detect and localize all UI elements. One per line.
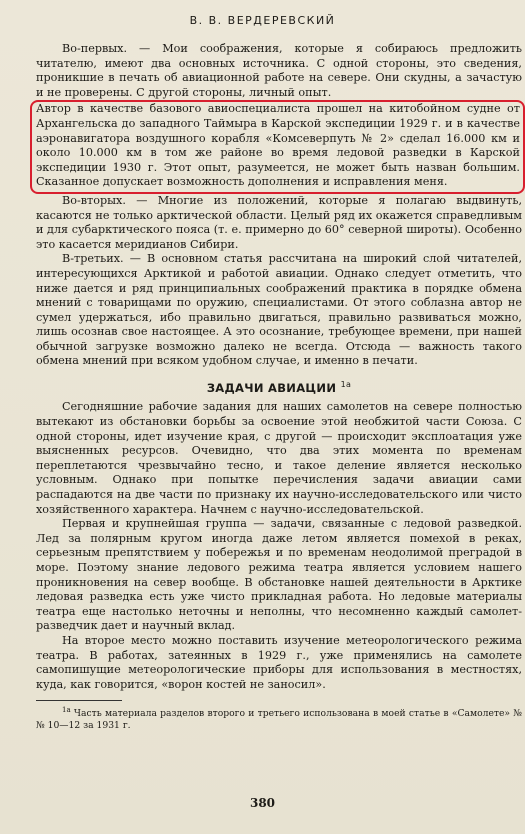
paragraph-1: Во-первых. — Мои соображения, которые я собираюсь предложить читателю, имеют два основных источника. С одной стороны, это сведения, проникшие в печать об авиационной работе на севере. Они скудны, а зачастую и не проверены. С другой стороны, личный опыт. [36,42,522,99]
section-footnote-ref: 1а [340,380,352,390]
page-number: 380 [249,796,276,810]
footnote-text: Часть материала разделов второго и третьего использована в моей статье в «Самолете» №№ 10—12 за 1931 г. [36,708,523,731]
paragraph-3: Во-вторых. — Многие из положений, которые я полагаю выдвинуть, касаются не только арктической области. Целый ряд их окажется справедливым и для субарктического пояса (т. е. примерно до 60° северной широты). Особенно это касается меридианов Сибири. [36,193,522,251]
footnote [36,705,522,731]
footnote-divider [36,700,122,701]
running-header: В. В. ВЕРДЕРЕВСКИЙ [189,14,336,27]
paragraph-7: На второе место можно поставить изучение метеорологического режима театра. В работах, затеянных в 1929 г., уже применялись на самолете самопишущие метеорологические приборы для использования в местностях, куда, как говорится, «ворон костей не заносил». [36,633,522,691]
section-heading [36,378,522,395]
section-title-text: ЗАДАЧИ АВИАЦИИ [206,380,337,395]
paragraph-4: В-третьих. — В основном статья рассчитана на широкий слой читателей, интересующихся Арктикой и работой авиации. Однако следует отметить, что ниже дается и ряд принципиальных соображений практика в порядке обмена мнений с товарищами по оружию, специалистами. От этого соблазна автор не сумел удержаться, ибо правильно двигаться, правильно развиваться можно, лишь осознав свое настоящее. А это осознание, требующее времени, при нашей обычной загрузке возможно далеко не всегда. Отсюда — важность такого обмена мнений при всяком удобном случае, и именно в печати. [36,252,522,368]
page-body [36,42,522,731]
paragraph-6: Первая и крупнейшая группа — задачи, связанные с ледовой разведкой. Лед за полярным кругом иногда даже летом является помехой в реках, серьезным препятствием у побережья и по временам неодолимой преградой в море. Поэтому знание ледового режима театра является условием нашего проникновения на север вообще. В обстановке нашей деятельности в Арктике ледовая разведка есть уже чисто прикладная работа. Но ледовые материалы театра еще настолько неточны и неполны, что несомненно каждый самолет-разведчик дает и научный вклад. [36,517,522,633]
footnote-ref: 1а [62,706,71,715]
highlighted-paragraph: Автор в качестве базового авиоспециалиста прошел на китобойном судне от Архангельска до западного Таймыра в Карской экспедиции 1929 г. и в качестве аэронавигатора воздушного корабля «Комсеверпуть № 2» сделал 16.000 км и около 10.000 км в том же районе во время ледовой разведки в Карской экспедиции 1930 г. Этот опыт, разумеется, не может быть назван большим. Сказанное допускает возможность дополнения и исправления меня. [30,100,525,194]
paragraph-5: Сегодняшние рабочие задания для наших самолетов на севере полностью вытекают из обстановки борьбы за освоение этой необжитой части Союза. С одной стороны, идет изучение края, с другой — происходит эксплоатация уже выясненных ресурсов. Очевидно, что два этих момента по временам переплетаются чрезвычайно тесно, и такое деление является несколько условным. Однако при попытке перечисления задачи авиации сами распадаются на две части по признаку их научно-исследовательского или чисто хозяйственного характера. Начнем с научно-исследовательской. [36,400,522,516]
